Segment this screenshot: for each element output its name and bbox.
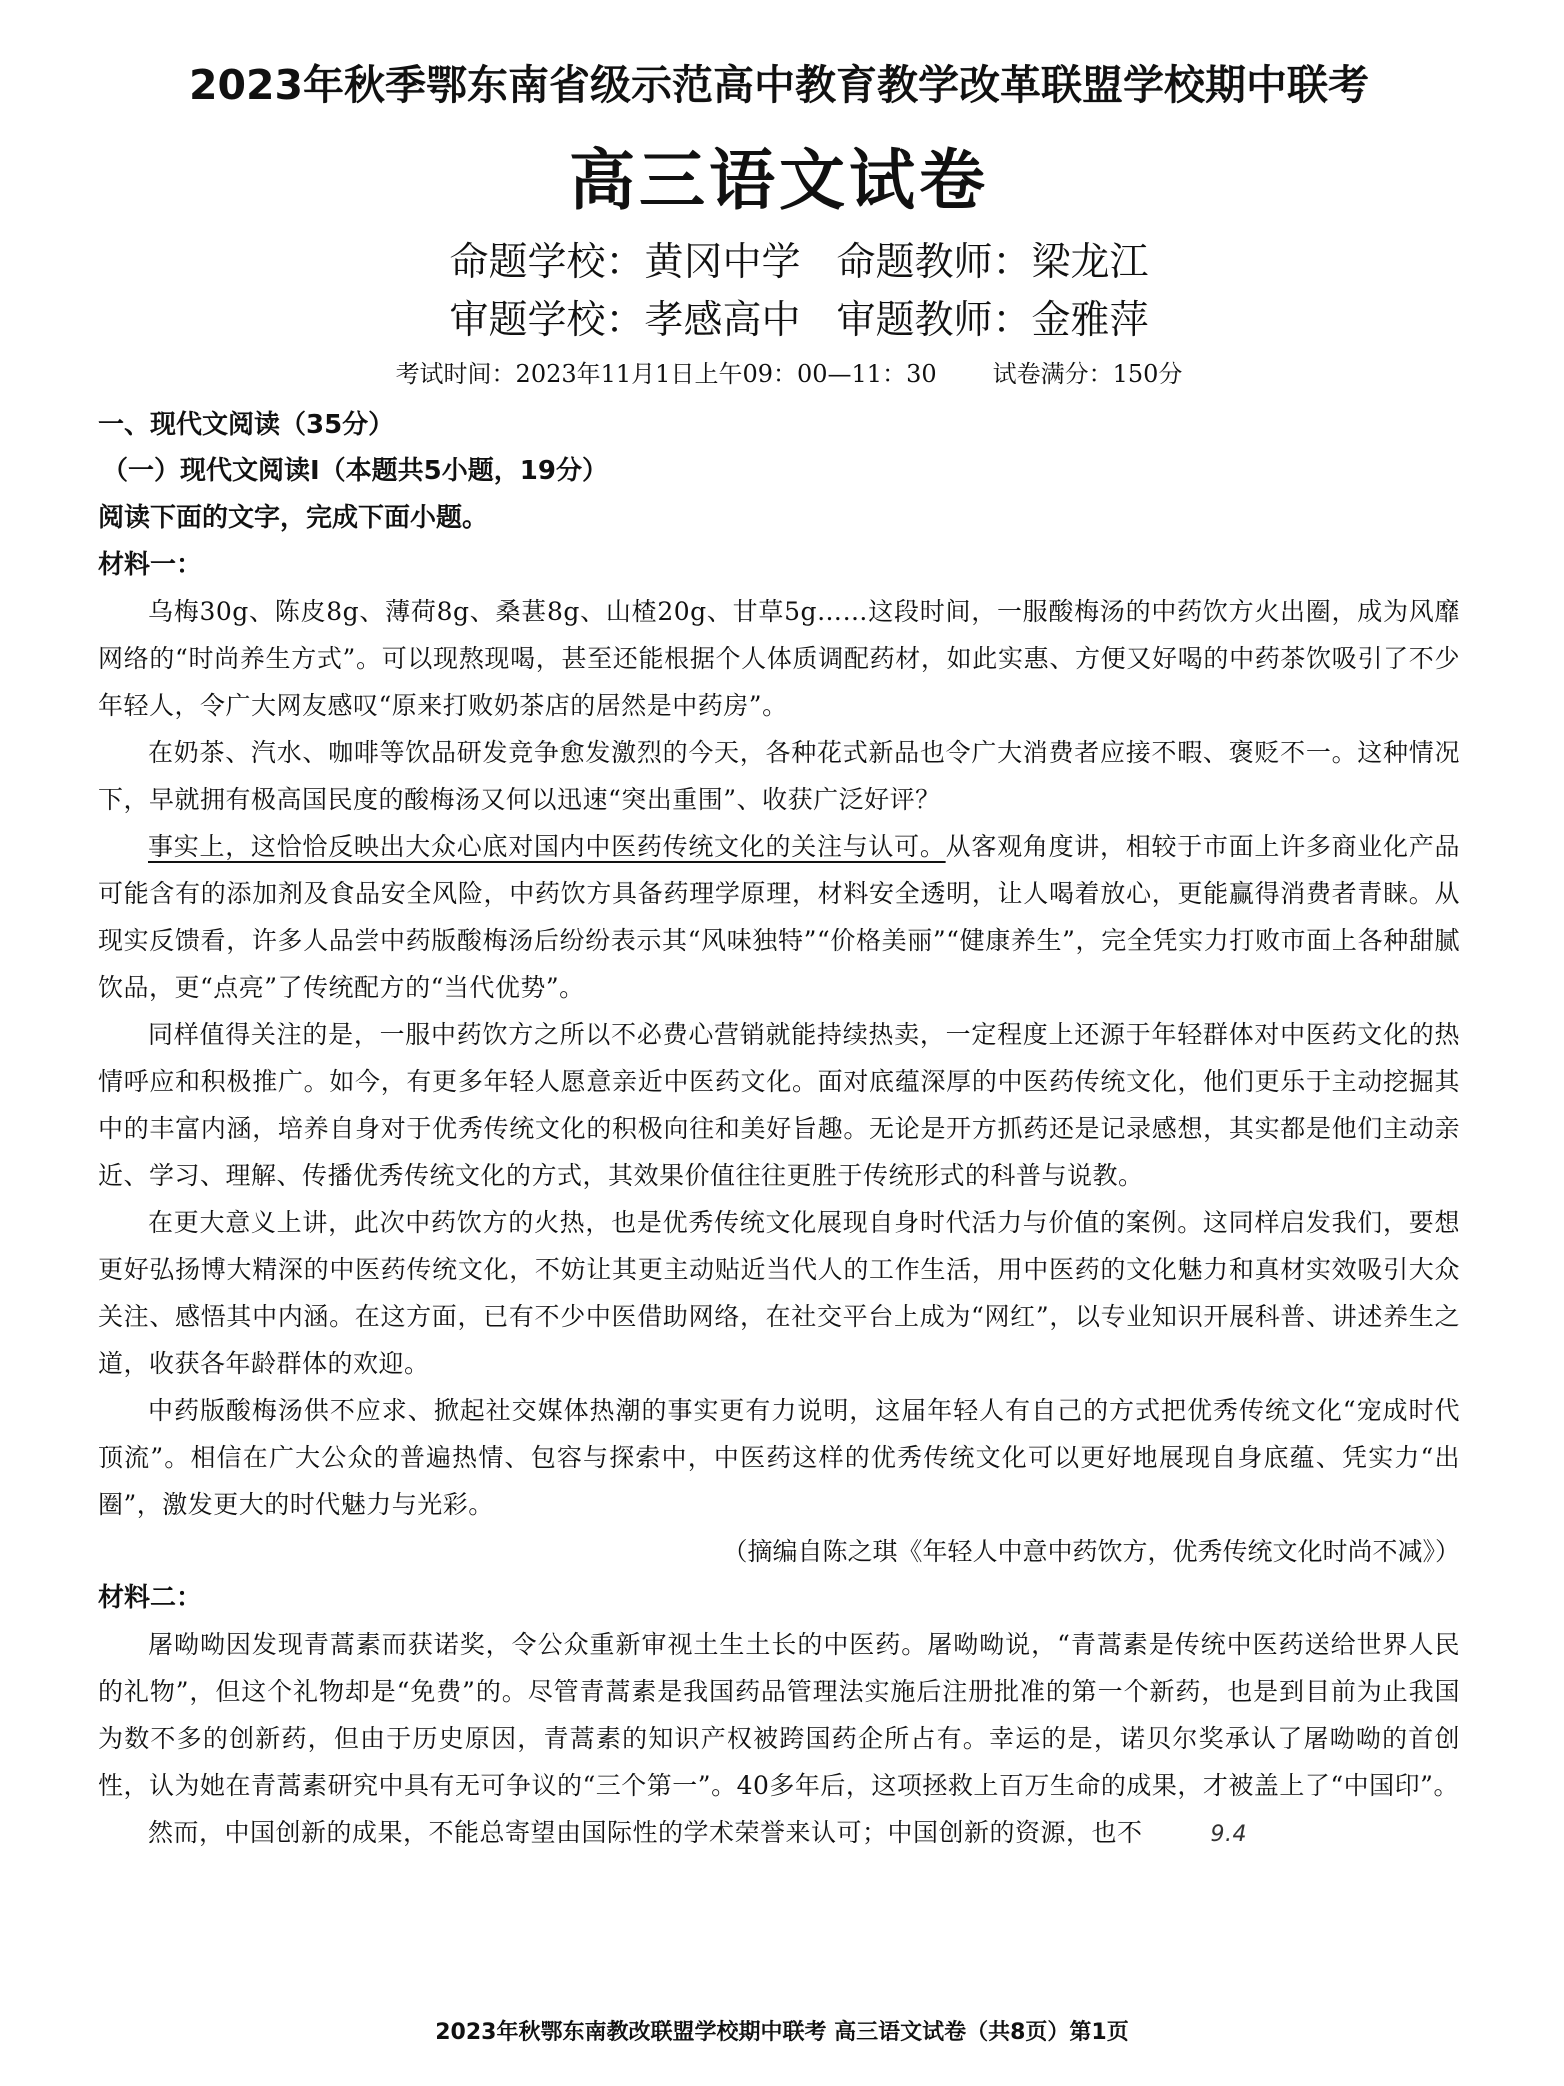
section-heading: 一、现代文阅读（35分） — [98, 410, 395, 440]
material-one-paragraph: 中药版酸梅汤供不应求、掀起社交媒体热潮的事实更有力说明，这届年轻人有自己的方式把优秀传统文化“宠成时代顶流”。相信在广大公众的普遍热情、包容与探索中，中医药这样的优秀传统文化可以更好地展现自身底蕴、凭实力“出圈”，激发更大的时代魅力与光彩。 — [98, 1396, 1460, 1519]
paragraph-text: 从客观角度讲，相较于市面上许多商业化产品可能含有的添加剂及食品安全风险，中药饮方具备药理学原理，材料安全透明，让人喝着放心，更能赢得消费者青睐。从现实反馈看，许多人品尝中药版酸梅汤后纷纷表示其“风味独特”“价格美丽”“健康养生”，完全凭实力打败市面上各种甜腻饮品，更“点亮”了传统配方的“当代优势”。 — [98, 832, 1460, 1002]
exam-info — [98, 354, 1460, 394]
section-subheading: （一）现代文阅读Ⅰ（本题共5小题，19分） — [102, 456, 608, 486]
reviewer-line — [98, 292, 1460, 350]
exam-title: 2023年秋季鄂东南省级示范高中教育教学改革联盟学校期中联考 — [188, 61, 1370, 109]
full-score: 试卷满分：150分 — [992, 360, 1183, 388]
paper-title: 高三语文试卷 — [569, 142, 989, 219]
reading-instruction: 阅读下面的文字，完成下面小题。 — [98, 503, 489, 533]
setter-line — [98, 234, 1460, 292]
source-citation: （摘编自陈之琪《年轻人中意中药饮方，优秀传统文化时尚不减》） — [722, 1537, 1460, 1566]
material-one-paragraph: 在奶茶、汽水、咖啡等饮品研发竞争愈发激烈的今天，各种花式新品也令广大消费者应接不暇、褒贬不一。这种情况下，早就拥有极高国民度的酸梅汤又何以迅速“突出重围”、收获广泛好评？ — [98, 738, 1460, 814]
material-one-paragraph: 在更大意义上讲，此次中药饮方的火热，也是优秀传统文化展现自身时代活力与价值的案例。这同样启发我们，要想更好弘扬博大精深的中医药传统文化，不妨让其更主动贴近当代人的工作生活，用中医药的文化魅力和真材实效吸引大众关注、感悟其中内涵。在这方面，已有不少中医借助网络，在社交平台上成为“网红”，以专业知识开展科普、讲述养生之道，收获各年龄群体的欢迎。 — [98, 1208, 1460, 1378]
setter-teacher: 命题教师：梁龙江 — [836, 240, 1149, 285]
material-two-label: 材料二： — [98, 1583, 203, 1613]
material-one-paragraph — [98, 823, 1460, 1011]
underlined-sentence: 事实上，这恰恰反映出大众心底对国内中医药传统文化的关注与认可。 — [148, 832, 946, 861]
reviewer-school: 审题学校：孝感高中 — [449, 298, 801, 343]
material-one-paragraph: 乌梅30g、陈皮8g、薄荷8g、桑葚8g、山楂20g、甘草5g……这段时间，一服酸梅汤的中药饮方火出圈，成为风靡网络的“时尚养生方式”。可以现熬现喝，甚至还能根据个人体质调配药材，如此实惠、方便又好喝的中药茶饮吸引了不少年轻人，令广大网友感叹“原来打败奶茶店的居然是中药房”。 — [98, 597, 1460, 720]
material-one-label: 材料一： — [98, 550, 203, 580]
material-two-paragraph — [98, 1809, 1460, 1858]
material-two-paragraph: 屠呦呦因发现青蒿素而获诺奖，令公众重新审视土生土长的中医药。屠呦呦说，“青蒿素是传统中医药送给世界人民的礼物”，但这个礼物却是“免费”的。尽管青蒿素是我国药品管理法实施后注册批准的第一个新药，也是到目前为止我国为数不多的创新药，但由于历史原因，青蒿素的知识产权被跨国药企所占有。幸运的是，诺贝尔奖承认了屠呦呦的首创性，认为她在青蒿素研究中具有无可争议的“三个第一”。40多年后，这项拯救上百万生命的成果，才被盖上了“中国印”。 — [98, 1630, 1460, 1800]
material-one-paragraph: 同样值得关注的是，一服中药饮方之所以不必费心营销就能持续热卖，一定程度上还源于年轻群体对中医药文化的热情呼应和积极推广。如今，有更多年轻人愿意亲近中医药文化。面对底蕴深厚的中医药传统文化，他们更乐于主动挖掘其中的丰富内涵，培养自身对于优秀传统文化的积极向往和美好旨趣。无论是开方抓药还是记录感想，其实都是他们主动亲近、学习、理解、传播优秀传统文化的方式，其效果价值往往更胜于传统形式的科普与说教。 — [98, 1020, 1460, 1190]
reviewer-teacher: 审题教师：金雅萍 — [836, 298, 1149, 343]
page-footer: 2023年秋鄂东南教改联盟学校期中联考 高三语文试卷（共8页）第1页 — [435, 2020, 1129, 2045]
exam-time: 考试时间：2023年11月1日上午09：00—11：30 — [395, 360, 937, 388]
paragraph-text: 然而，中国创新的成果，不能总寄望由国际性的学术荣誉来认可；中国创新的资源，也不 — [148, 1818, 1143, 1847]
setter-school: 命题学校：黄冈中学 — [449, 240, 801, 285]
handwritten-mark: 9.4 — [1210, 1822, 1248, 1847]
